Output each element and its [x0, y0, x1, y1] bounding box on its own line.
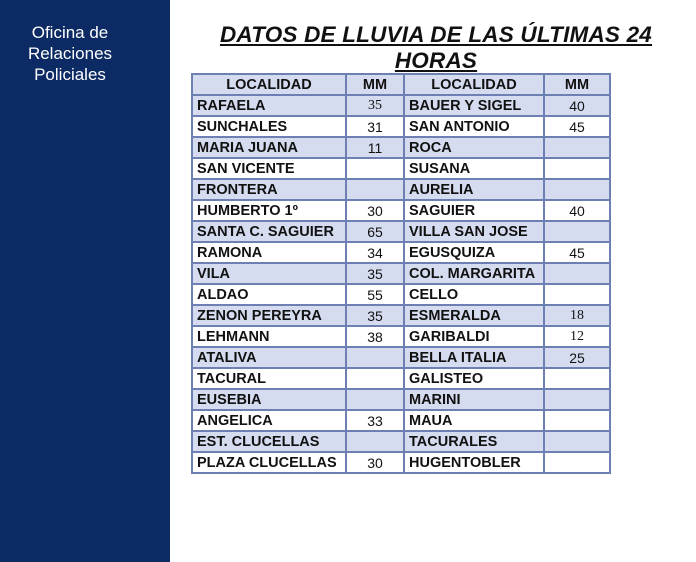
rainfall-mm-cell: 35: [346, 95, 404, 116]
locality-cell: EST. CLUCELLAS: [192, 431, 346, 452]
locality-cell: ANGELICA: [192, 410, 346, 431]
rainfall-mm-cell: [544, 158, 610, 179]
column-header-mm-2: MM: [544, 74, 610, 95]
rainfall-mm-cell: [346, 347, 404, 368]
locality-cell: MARINI: [404, 389, 544, 410]
rainfall-mm-cell: 35: [346, 263, 404, 284]
locality-cell: EUSEBIA: [192, 389, 346, 410]
rainfall-mm-cell: [544, 431, 610, 452]
rainfall-mm-cell: [544, 221, 610, 242]
rainfall-mm-cell: 33: [346, 410, 404, 431]
column-header-locality-1: LOCALIDAD: [192, 74, 346, 95]
locality-cell: COL. MARGARITA: [404, 263, 544, 284]
rainfall-mm-cell: [346, 179, 404, 200]
locality-cell: RAFAELA: [192, 95, 346, 116]
rainfall-mm-cell: 12: [544, 326, 610, 347]
table-row: [192, 326, 610, 347]
column-header-locality-2: LOCALIDAD: [404, 74, 544, 95]
locality-cell: TACURALES: [404, 431, 544, 452]
rainfall-mm-cell: [544, 263, 610, 284]
rainfall-mm-cell: 34: [346, 242, 404, 263]
table-row: [192, 158, 610, 179]
table-row: [192, 95, 610, 116]
rainfall-mm-cell: 18: [544, 305, 610, 326]
rainfall-mm-cell: 30: [346, 200, 404, 221]
table-row: [192, 221, 610, 242]
locality-cell: ROCA: [404, 137, 544, 158]
table-row: [192, 431, 610, 452]
table-row: [192, 389, 610, 410]
rainfall-mm-cell: [346, 431, 404, 452]
locality-cell: VILA: [192, 263, 346, 284]
locality-cell: EGUSQUIZA: [404, 242, 544, 263]
title-line: DATOS DE LLUVIA DE LAS ÚLTIMAS 24: [219, 22, 653, 47]
title-line: HORAS: [394, 48, 478, 73]
page-title: [196, 22, 676, 74]
org-line: Relaciones: [27, 44, 113, 63]
locality-cell: TACURAL: [192, 368, 346, 389]
table-row: [192, 116, 610, 137]
locality-cell: SANTA C. SAGUIER: [192, 221, 346, 242]
locality-cell: AURELIA: [404, 179, 544, 200]
table-row: [192, 137, 610, 158]
rainfall-mm-cell: [544, 179, 610, 200]
rainfall-mm-cell: 40: [544, 95, 610, 116]
rainfall-mm-cell: [346, 158, 404, 179]
org-line: Policiales: [34, 65, 106, 84]
rainfall-mm-cell: [544, 284, 610, 305]
table-row: [192, 347, 610, 368]
rainfall-mm-cell: 11: [346, 137, 404, 158]
table-row: [192, 284, 610, 305]
rainfall-mm-cell: [544, 410, 610, 431]
table-row: [192, 242, 610, 263]
locality-cell: MAUA: [404, 410, 544, 431]
locality-cell: BAUER Y SIGEL: [404, 95, 544, 116]
rainfall-mm-cell: [346, 368, 404, 389]
locality-cell: ESMERALDA: [404, 305, 544, 326]
rainfall-mm-cell: 45: [544, 242, 610, 263]
rainfall-mm-cell: [544, 452, 610, 473]
locality-cell: ALDAO: [192, 284, 346, 305]
locality-cell: PLAZA CLUCELLAS: [192, 452, 346, 473]
table-row: [192, 368, 610, 389]
table-header-row: [192, 74, 610, 95]
locality-cell: MARIA JUANA: [192, 137, 346, 158]
rainfall-mm-cell: 31: [346, 116, 404, 137]
locality-cell: LEHMANN: [192, 326, 346, 347]
organization-name: [0, 22, 140, 85]
locality-cell: HUGENTOBLER: [404, 452, 544, 473]
rainfall-mm-cell: 55: [346, 284, 404, 305]
rainfall-mm-cell: 45: [544, 116, 610, 137]
rainfall-table: [191, 73, 611, 474]
locality-cell: SAGUIER: [404, 200, 544, 221]
locality-cell: GALISTEO: [404, 368, 544, 389]
rainfall-mm-cell: 40: [544, 200, 610, 221]
locality-cell: HUMBERTO 1º: [192, 200, 346, 221]
rainfall-mm-cell: 38: [346, 326, 404, 347]
rainfall-mm-cell: [346, 389, 404, 410]
rainfall-mm-cell: [544, 389, 610, 410]
locality-cell: ZENON PEREYRA: [192, 305, 346, 326]
locality-cell: GARIBALDI: [404, 326, 544, 347]
table-row: [192, 452, 610, 473]
locality-cell: SAN VICENTE: [192, 158, 346, 179]
locality-cell: FRONTERA: [192, 179, 346, 200]
locality-cell: SUSANA: [404, 158, 544, 179]
org-line: Oficina de: [31, 23, 109, 42]
table-row: [192, 305, 610, 326]
table-row: [192, 410, 610, 431]
locality-cell: RAMONA: [192, 242, 346, 263]
rainfall-mm-cell: 25: [544, 347, 610, 368]
column-header-mm-1: MM: [346, 74, 404, 95]
rainfall-mm-cell: 30: [346, 452, 404, 473]
locality-cell: SAN ANTONIO: [404, 116, 544, 137]
locality-cell: ATALIVA: [192, 347, 346, 368]
rainfall-mm-cell: [544, 137, 610, 158]
locality-cell: SUNCHALES: [192, 116, 346, 137]
locality-cell: CELLO: [404, 284, 544, 305]
table-row: [192, 200, 610, 221]
sidebar: [0, 0, 170, 562]
locality-cell: BELLA ITALIA: [404, 347, 544, 368]
rainfall-mm-cell: [544, 368, 610, 389]
locality-cell: VILLA SAN JOSE: [404, 221, 544, 242]
table-row: [192, 179, 610, 200]
rainfall-mm-cell: 65: [346, 221, 404, 242]
rainfall-mm-cell: 35: [346, 305, 404, 326]
table-row: [192, 263, 610, 284]
